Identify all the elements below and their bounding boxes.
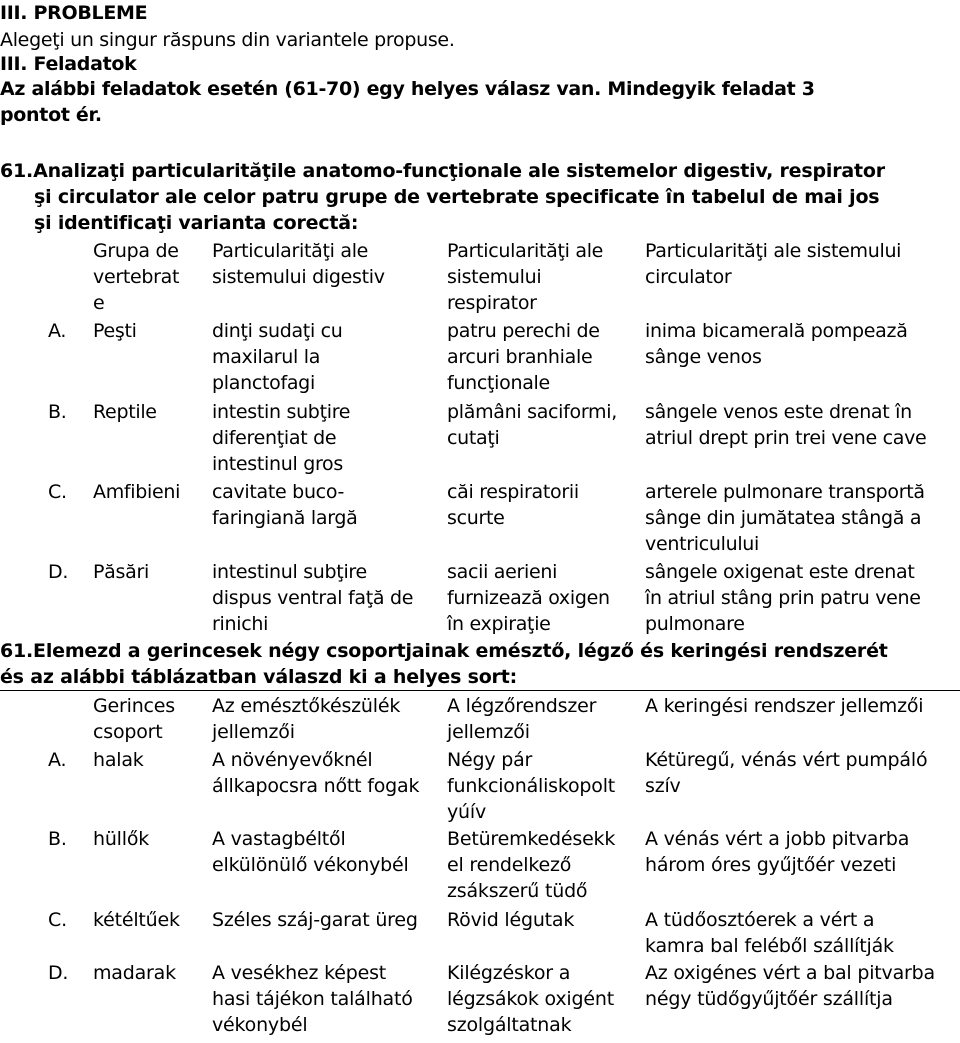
row-respiratory: Rövid légutak: [447, 909, 575, 931]
row-digestive: A vesékhez képest hasi tájékon található vékonybél: [212, 962, 413, 1036]
row-letter: C.: [48, 481, 67, 503]
row-letter: D.: [48, 962, 69, 984]
row-group: Reptile: [93, 401, 157, 423]
row-circulatory: A tüdőosztóerek a vért a kamra bal feléből szállítják: [645, 909, 894, 957]
question-hu-line1: 61.Elemezd a gerincesek négy csoportjainak emésztő, légző és keringési rendszerét: [0, 640, 888, 662]
header-respiratory: Particularităţi ale sistemului respirator: [447, 240, 604, 314]
header-group: Grupa de vertebrat e: [93, 240, 180, 314]
row-respiratory: plămâni saciformi, cutaţi: [447, 401, 617, 449]
question-hu-line2: és az alábbi táblázatban válaszd ki a helyes sort:: [0, 666, 518, 688]
row-circulatory: Az oxigénes vért a bal pitvarba négy tüdőgyűjtőér szállítja: [645, 962, 935, 1010]
row-group: hüllők: [93, 828, 150, 850]
section-title-hu: III. Feladatok: [0, 53, 137, 75]
question-ro: [0, 158, 958, 236]
row-group: kétéltűek: [93, 909, 180, 931]
table-hu: [0, 690, 960, 1043]
table-ro: [0, 236, 960, 638]
row-digestive: Széles száj-garat üreg: [212, 909, 418, 931]
row-group: Amfibieni: [93, 481, 181, 503]
instruction-ro: Alegeţi un singur răspuns din variantele propuse.: [0, 29, 455, 51]
row-letter: B.: [48, 828, 67, 850]
instruction-hu-line1: Az alábbi feladatok esetén (61-70) egy helyes válasz van. Mindegyik feladat 3: [0, 78, 815, 100]
row-letter: A.: [48, 320, 67, 342]
row-circulatory: arterele pulmonare transportă sânge din jumătatea stângă a ventriculului: [645, 481, 925, 555]
header-group: Gerinces csoport: [93, 695, 175, 743]
row-circulatory: sângele oxigenat este drenat în atriul stâng prin patru vene pulmonare: [645, 561, 921, 635]
table-top-border: [0, 690, 960, 691]
row-digestive: A vastagbéltől elkülönülő vékonybél: [212, 828, 409, 876]
question-ro-line3: şi identificaţi varianta corectă:: [34, 212, 359, 234]
row-digestive: intestin subţire diferenţiat de intestinul gros: [212, 401, 351, 475]
row-circulatory: inima bicamerală pompează sânge venos: [645, 320, 908, 368]
row-respiratory: Betüremkedésekk el rendelkező zsákszerű tüdő: [447, 828, 616, 902]
row-respiratory: Kilégzéskor a légzsákok oxigént szolgáltatnak: [447, 962, 614, 1036]
header-circulatory: A keringési rendszer jellemzői: [645, 695, 924, 717]
row-digestive: cavitate buco- faringiană largă: [212, 481, 358, 529]
row-letter: A.: [48, 749, 67, 771]
section-title-ro: III. PROBLEME: [0, 2, 148, 24]
header-digestive: Particularităţi ale sistemului digestiv: [212, 240, 385, 288]
header-circulatory: Particularităţi ale sistemului circulator: [645, 240, 902, 288]
row-letter: C.: [48, 909, 67, 931]
question-ro-line1: 61.Analizaţi particularităţile anatomo-funcţionale ale sistemelor digestiv, respirator: [0, 160, 885, 182]
row-digestive: dinţi sudaţi cu maxilarul la planctofagi: [212, 320, 343, 394]
row-respiratory: Négy pár funkcionáliskopolt yúív: [447, 749, 616, 823]
header-respiratory: A légzőrendszer jellemzői: [447, 695, 597, 743]
row-group: Peşti: [93, 320, 137, 342]
question-hu: [0, 638, 958, 690]
row-digestive: A növényevőknél állkapocsra nőtt fogak: [212, 749, 420, 797]
row-group: Păsări: [93, 561, 149, 583]
row-group: halak: [93, 749, 144, 771]
row-respiratory: căi respiratorii scurte: [447, 481, 579, 529]
row-respiratory: sacii aerieni furnizează oxigen în expiraţie: [447, 561, 610, 635]
question-number: 61.: [0, 160, 34, 182]
header-digestive: Az emésztőkészülék jellemzői: [212, 695, 401, 743]
row-letter: B.: [48, 401, 67, 423]
row-respiratory: patru perechi de arcuri branhiale funcţionale: [447, 320, 600, 394]
row-digestive: intestinul subţire dispus ventral faţă de rinichi: [212, 561, 414, 635]
row-circulatory: sângele venos este drenat în atriul drept prin trei vene cave: [645, 401, 927, 449]
instruction-hu-line2: pontot ér.: [0, 104, 102, 126]
row-letter: D.: [48, 561, 69, 583]
row-circulatory: A vénás vért a jobb pitvarba három óres gyűjtőér vezeti: [645, 828, 910, 876]
row-group: madarak: [93, 962, 176, 984]
question-ro-line2: şi circulator ale celor patru grupe de vertebrate specificate în tabelul de mai jos: [34, 186, 880, 208]
row-circulatory: Kétüregű, vénás vért pumpáló szív: [645, 749, 928, 797]
